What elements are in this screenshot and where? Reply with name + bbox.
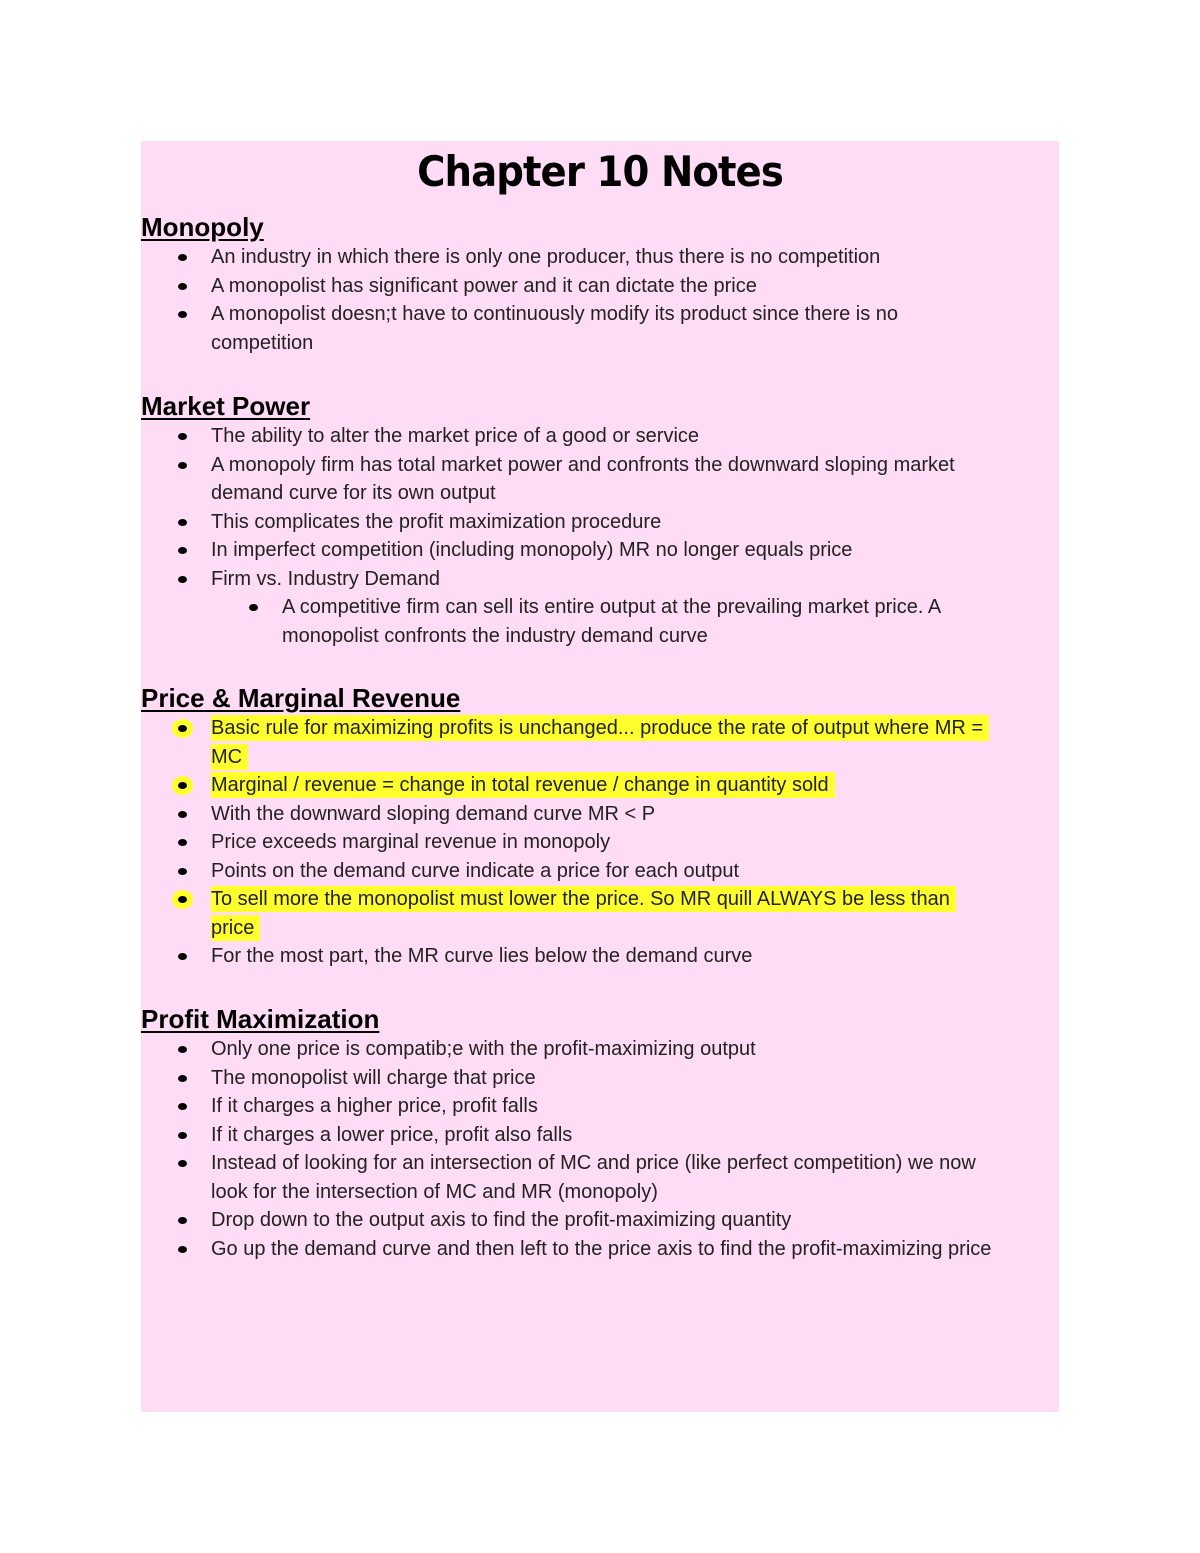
list-item: If it charges a higher price, profit falls bbox=[141, 1092, 991, 1121]
highlighted-text: Basic rule for maximizing profits is unchanged... produce the rate of output where MR = MC bbox=[211, 715, 989, 770]
list-item: A monopoly firm has total market power and confronts the downward sloping market demand curve for its own output bbox=[141, 451, 991, 508]
notes-page bbox=[141, 141, 1059, 1412]
bullet-list bbox=[141, 1035, 1059, 1263]
list-item: The ability to alter the market price of a good or service bbox=[141, 422, 991, 451]
section-price-marginal-revenue bbox=[141, 682, 1059, 971]
list-item: Price exceeds marginal revenue in monopoly bbox=[141, 828, 991, 857]
sub-list-item: A competitive firm can sell its entire output at the prevailing market price. A monopolist confronts the industry demand curve bbox=[141, 593, 1002, 650]
list-item: An industry in which there is only one producer, thus there is no competition bbox=[141, 243, 991, 272]
list-item: Go up the demand curve and then left to the price axis to find the profit-maximizing price bbox=[141, 1235, 1061, 1264]
list-item: For the most part, the MR curve lies below the demand curve bbox=[141, 942, 991, 971]
list-item: The monopolist will charge that price bbox=[141, 1064, 991, 1093]
highlighted-text: To sell more the monopolist must lower the price. So MR quill ALWAYS be less than price bbox=[211, 886, 956, 941]
list-item: Points on the demand curve indicate a price for each output bbox=[141, 857, 991, 886]
section-market-power bbox=[141, 390, 1059, 650]
section-heading: Market Power bbox=[141, 391, 311, 421]
section-heading: Profit Maximization bbox=[141, 1004, 380, 1034]
list-item: If it charges a lower price, profit also falls bbox=[141, 1121, 991, 1150]
bullet-list bbox=[141, 714, 1059, 971]
list-item-highlighted bbox=[141, 885, 991, 942]
section-heading: Price & Marginal Revenue bbox=[141, 683, 461, 713]
list-item: In imperfect competition (including monopoly) MR no longer equals price bbox=[141, 536, 991, 565]
highlighted-text: Marginal / revenue = change in total revenue / change in quantity sold bbox=[211, 772, 835, 798]
list-item: Drop down to the output axis to find the profit-maximizing quantity bbox=[141, 1206, 991, 1235]
list-item: Only one price is compatib;e with the profit-maximizing output bbox=[141, 1035, 991, 1064]
list-item: Instead of looking for an intersection of MC and price (like perfect competition) we now look for the intersection of MC and MR (monopoly) bbox=[141, 1149, 991, 1206]
list-item: This complicates the profit maximization procedure bbox=[141, 508, 991, 537]
bullet-list bbox=[141, 243, 1059, 357]
section-monopoly bbox=[141, 211, 1059, 357]
section-heading: Monopoly bbox=[141, 212, 264, 242]
bullet-list bbox=[141, 422, 1059, 650]
list-item-highlighted bbox=[141, 771, 991, 800]
list-item: A monopolist has significant power and it can dictate the price bbox=[141, 272, 991, 301]
section-profit-maximization bbox=[141, 1003, 1059, 1263]
list-item-highlighted bbox=[141, 714, 991, 771]
page-title: Chapter 10 Notes bbox=[417, 147, 783, 196]
list-item: With the downward sloping demand curve MR < P bbox=[141, 800, 991, 829]
list-item: A monopolist doesn;t have to continuously modify its product since there is no competition bbox=[141, 300, 991, 357]
list-item: Firm vs. Industry Demand bbox=[141, 565, 991, 594]
